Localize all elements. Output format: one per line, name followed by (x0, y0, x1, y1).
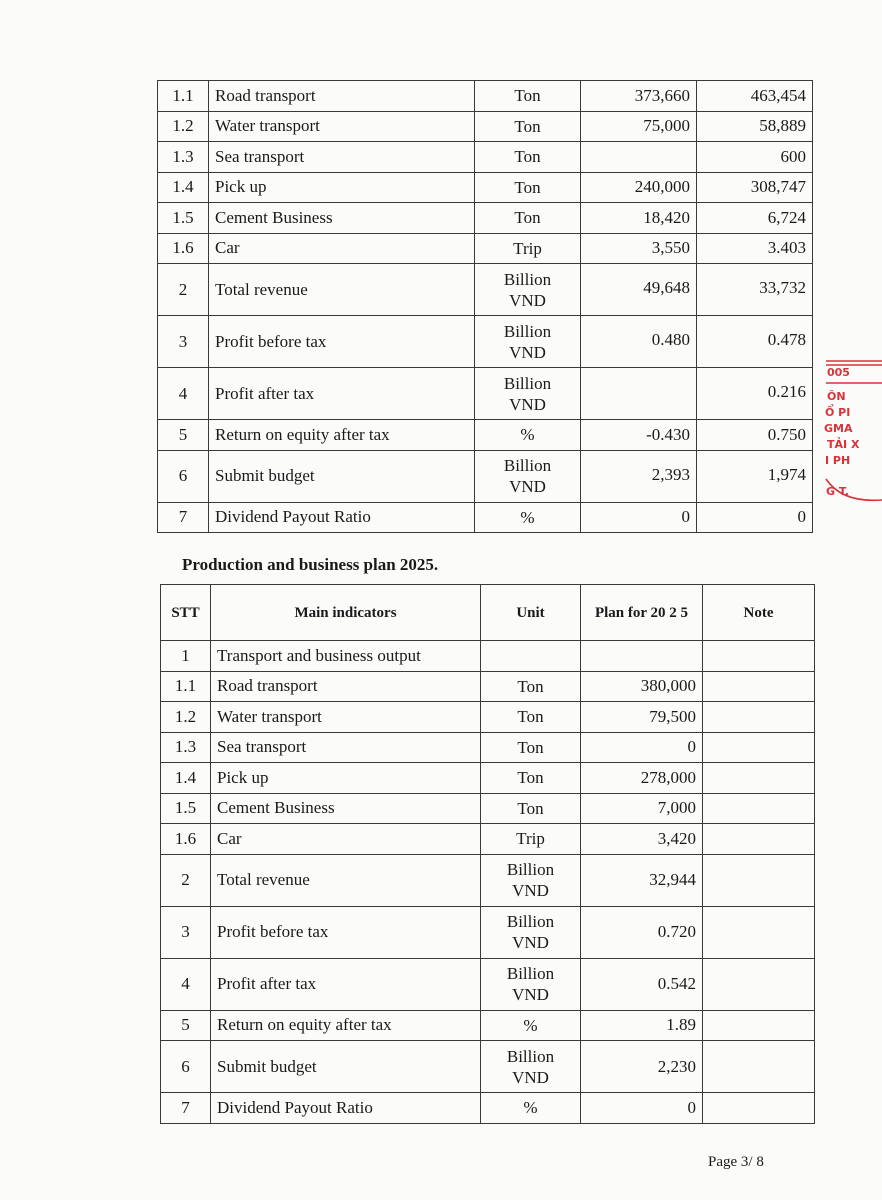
value-2024-plan-cell: 18,420 (581, 203, 697, 234)
stt-cell: 1.4 (158, 172, 209, 203)
table-row (158, 81, 813, 112)
value-2024-plan-cell: 2,393 (581, 450, 697, 502)
indicator-cell: Profit before tax (209, 316, 475, 368)
results-table-body (158, 81, 813, 533)
stt-cell: 7 (158, 502, 209, 533)
svg-text:GMA: GMA (824, 422, 853, 435)
unit-cell: Billion VND (481, 854, 581, 906)
note-cell (703, 906, 815, 958)
unit-cell: Billion VND (481, 958, 581, 1010)
plan-cell: 3,420 (581, 824, 703, 855)
unit-cell: Ton (475, 111, 581, 142)
value-2024-actual-cell: 463,454 (697, 81, 813, 112)
table-row (158, 420, 813, 451)
stt-cell: 2 (158, 264, 209, 316)
plan-cell: 2,230 (581, 1041, 703, 1093)
table-row (161, 854, 815, 906)
header-unit: Unit (481, 585, 581, 641)
indicator-cell: Submit budget (209, 450, 475, 502)
value-2024-actual-cell: 0 (697, 502, 813, 533)
stt-cell: 4 (158, 368, 209, 420)
value-2024-plan-cell: 373,660 (581, 81, 697, 112)
unit-cell: Ton (481, 763, 581, 794)
stt-cell: 6 (161, 1041, 211, 1093)
unit-cell: Ton (475, 142, 581, 173)
unit-cell: Billion VND (475, 368, 581, 420)
indicator-cell: Submit budget (211, 1041, 481, 1093)
table-row (161, 793, 815, 824)
indicator-cell: Sea transport (209, 142, 475, 173)
indicator-cell: Total revenue (211, 854, 481, 906)
stt-cell: 1.3 (161, 732, 211, 763)
indicator-cell: Car (209, 233, 475, 264)
indicator-cell: Dividend Payout Ratio (211, 1093, 481, 1124)
table-row (158, 450, 813, 502)
plan-cell: 380,000 (581, 671, 703, 702)
stt-cell: 1.5 (158, 203, 209, 234)
note-cell (703, 958, 815, 1010)
company-stamp (822, 355, 860, 505)
unit-cell: Billion VND (475, 264, 581, 316)
stt-cell: 1.2 (161, 702, 211, 733)
value-2024-actual-cell: 58,889 (697, 111, 813, 142)
value-2024-plan-cell: 0.480 (581, 316, 697, 368)
unit-cell: Trip (481, 824, 581, 855)
table-row (161, 1093, 815, 1124)
table-row (161, 906, 815, 958)
stt-cell: 6 (158, 450, 209, 502)
plan-cell (581, 641, 703, 672)
unit-cell: Ton (475, 203, 581, 234)
indicator-cell: Profit after tax (211, 958, 481, 1010)
svg-text:Ổ PI: Ổ PI (825, 406, 851, 419)
table-row (158, 264, 813, 316)
header-plan: Plan for 20 2 5 (581, 585, 703, 641)
indicator-cell: Total revenue (209, 264, 475, 316)
indicator-cell: Pick up (209, 172, 475, 203)
value-2024-actual-cell: 6,724 (697, 203, 813, 234)
table-row (161, 671, 815, 702)
svg-text:ÔN: ÔN (827, 390, 846, 403)
unit-cell: Ton (481, 732, 581, 763)
plan-cell: 7,000 (581, 793, 703, 824)
value-2024-actual-cell: 33,732 (697, 264, 813, 316)
value-2024-actual-cell: 308,747 (697, 172, 813, 203)
note-cell (703, 1041, 815, 1093)
stt-cell: 3 (161, 906, 211, 958)
note-cell (703, 641, 815, 672)
table-row (161, 958, 815, 1010)
unit-cell: % (475, 420, 581, 451)
stt-cell: 4 (161, 958, 211, 1010)
note-cell (703, 1093, 815, 1124)
value-2024-actual-cell: 3.403 (697, 233, 813, 264)
unit-cell: Ton (481, 793, 581, 824)
value-2024-plan-cell: 49,648 (581, 264, 697, 316)
stt-cell: 1.6 (158, 233, 209, 264)
plan-cell: 0 (581, 732, 703, 763)
value-2024-plan-cell: 3,550 (581, 233, 697, 264)
table-row (158, 203, 813, 234)
unit-cell: Ton (481, 702, 581, 733)
plan-title: Production and business plan 2025. (182, 555, 439, 574)
table-row (158, 142, 813, 173)
table-row (158, 502, 813, 533)
indicator-cell: Profit after tax (209, 368, 475, 420)
indicator-cell: Road transport (209, 81, 475, 112)
stt-cell: 1.1 (161, 671, 211, 702)
stt-cell: 1.6 (161, 824, 211, 855)
unit-cell: Billion VND (475, 450, 581, 502)
note-cell (703, 763, 815, 794)
indicator-cell: Road transport (211, 671, 481, 702)
stt-cell: 2 (161, 854, 211, 906)
stt-cell: 1.5 (161, 793, 211, 824)
svg-text:G T.: G T. (826, 485, 849, 498)
indicator-cell: Return on equity after tax (209, 420, 475, 451)
svg-text:TẢI X: TẢI X (827, 438, 860, 451)
results-table (157, 80, 813, 533)
unit-cell (481, 641, 581, 672)
plan-cell: 0.542 (581, 958, 703, 1010)
table-row (161, 763, 815, 794)
table-row (161, 1010, 815, 1041)
note-cell (703, 824, 815, 855)
page-number: Page 3/ 8 (708, 1154, 764, 1170)
stt-cell: 1.2 (158, 111, 209, 142)
stt-cell: 7 (161, 1093, 211, 1124)
unit-cell: Ton (475, 172, 581, 203)
value-2024-plan-cell (581, 368, 697, 420)
unit-cell: Trip (475, 233, 581, 264)
stt-cell: 1 (161, 641, 211, 672)
header-note: Note (703, 585, 815, 641)
unit-cell: % (481, 1093, 581, 1124)
note-cell (703, 732, 815, 763)
table-row (161, 824, 815, 855)
svg-text:I PH: I PH (825, 454, 851, 467)
table-row (161, 641, 815, 672)
plan-cell: 1.89 (581, 1010, 703, 1041)
table-row (161, 1041, 815, 1093)
stt-cell: 1.4 (161, 763, 211, 794)
indicator-cell: Cement Business (211, 793, 481, 824)
plan-table (160, 584, 815, 1124)
unit-cell: % (481, 1010, 581, 1041)
unit-cell: Billion VND (475, 316, 581, 368)
value-2024-actual-cell: 1,974 (697, 450, 813, 502)
table-row (161, 702, 815, 733)
value-2024-actual-cell: 0.216 (697, 368, 813, 420)
unit-cell: Billion VND (481, 1041, 581, 1093)
note-cell (703, 671, 815, 702)
plan-table-body (161, 641, 815, 1124)
indicator-cell: Return on equity after tax (211, 1010, 481, 1041)
indicator-cell: Sea transport (211, 732, 481, 763)
stt-cell: 5 (158, 420, 209, 451)
note-cell (703, 854, 815, 906)
plan-cell: 32,944 (581, 854, 703, 906)
unit-cell: Ton (475, 81, 581, 112)
plan-cell: 79,500 (581, 702, 703, 733)
indicator-cell: Dividend Payout Ratio (209, 502, 475, 533)
table-row (161, 732, 815, 763)
indicator-cell: Car (211, 824, 481, 855)
svg-text:005: 005 (827, 366, 850, 379)
unit-cell: Billion VND (481, 906, 581, 958)
plan-cell: 0 (581, 1093, 703, 1124)
table-row (158, 233, 813, 264)
plan-cell: 0.720 (581, 906, 703, 958)
value-2024-plan-cell: 75,000 (581, 111, 697, 142)
value-2024-actual-cell: 0.750 (697, 420, 813, 451)
value-2024-plan-cell: -0.430 (581, 420, 697, 451)
indicator-cell: Transport and business output (211, 641, 481, 672)
value-2024-plan-cell: 0 (581, 502, 697, 533)
indicator-cell: Cement Business (209, 203, 475, 234)
stt-cell: 3 (158, 316, 209, 368)
indicator-cell: Pick up (211, 763, 481, 794)
value-2024-actual-cell: 600 (697, 142, 813, 173)
indicator-cell: Water transport (209, 111, 475, 142)
table-row (158, 316, 813, 368)
header-stt: STT (161, 585, 211, 641)
note-cell (703, 793, 815, 824)
value-2024-plan-cell: 240,000 (581, 172, 697, 203)
unit-cell: Ton (481, 671, 581, 702)
note-cell (703, 702, 815, 733)
table-row (158, 111, 813, 142)
plan-cell: 278,000 (581, 763, 703, 794)
indicator-cell: Water transport (211, 702, 481, 733)
header-main-indicators: Main indicators (211, 585, 481, 641)
indicator-cell: Profit before tax (211, 906, 481, 958)
value-2024-plan-cell (581, 142, 697, 173)
stt-cell: 1.3 (158, 142, 209, 173)
table-row (158, 368, 813, 420)
note-cell (703, 1010, 815, 1041)
stt-cell: 5 (161, 1010, 211, 1041)
table-row (158, 172, 813, 203)
unit-cell: % (475, 502, 581, 533)
stt-cell: 1.1 (158, 81, 209, 112)
value-2024-actual-cell: 0.478 (697, 316, 813, 368)
plan-table-header-row (161, 585, 815, 641)
